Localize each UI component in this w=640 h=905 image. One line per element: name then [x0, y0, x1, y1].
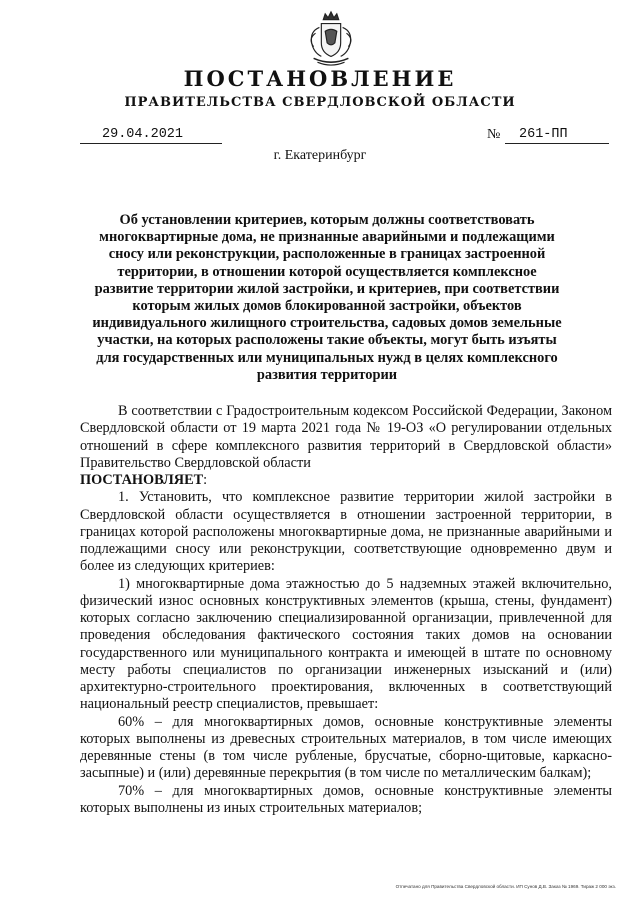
resolve-word: ПОСТАНОВЛЯЕТ: [80, 472, 204, 488]
document-body: [80, 403, 612, 817]
coat-of-arms-icon: [302, 10, 360, 68]
document-date: 29.04.2021: [80, 127, 222, 144]
resolve-line: [80, 472, 612, 489]
number-value: 261-ПП: [505, 127, 609, 144]
paragraph-3: 60% – для многоквартирных домов, основные конструктивные элементы которых выполнены из древесных строительных материалов, в том числе имеющих деревянные стены (в том числе рубленые, брусчатые, сборно-щитовые, каркасно-засыпные) и (или) деревянные перекрытия (в том числе по металлическим балкам);: [80, 713, 612, 782]
document-title: Об установлении критериев, которым должны соответствовать многоквартирные дома, не признанные аварийными и подлежащими сносу или реконструкции, расположенные в границах застроенной территории, в отношении которой осуществляется комплексное развитие территории жилой застройки, и критериев, при соответствии которым жилых домов блокированной застройки, объектов индивидуального жилищного строительства, садовых домов земельные участки, на которых расположены такие объекты, могут быть изъяты для государственных или муниципальных нужд в целях комплексного развития территории: [92, 212, 562, 383]
issuer-heading: ПРАВИТЕЛЬСТВА СВЕРДЛОВСКОЙ ОБЛАСТИ: [124, 95, 516, 110]
paragraph-2: 1) многоквартирные дома этажностью до 5 надземных этажей включительно, физический износ основных конструктивных элементов (крыша, стены, фундамент) которых согласно заключению специализированной организации, привлеченной для проведения обследования фактического состояния таких домов на основании государственного или муниципального контракта и имеющей в штате по основному месту работы специалистов по организации инженерных изысканий и (или) архитектурно-строительного проектирования, включенных в соответствующий национальный реестр специалистов, превышает:: [80, 575, 612, 713]
city: г. Екатеринбург: [273, 148, 367, 163]
document-kind-heading: ПОСТАНОВЛЕНИЕ: [183, 66, 457, 91]
resolve-colon: :: [203, 472, 208, 488]
paragraph-1: 1. Установить, что комплексное развитие территории жилой застройки в Свердловской области осуществляется в отношении застроенной территории, в границах которой расположены многоквартирные дома, не признанные аварийными и подлежащими сносу или реконструкции, соответствующие одновременно двум и более из следующих критериев:: [80, 489, 612, 575]
paragraph-4: 70% – для многоквартирных домов, основные конструктивные элементы которых выполнены из иных строительных материалов;: [80, 782, 612, 816]
preamble-paragraph: В соответствии с Градостроительным кодексом Российской Федерации, Законом Свердловской области от 19 марта 2021 года № 19-ОЗ «О регулировании отдельных отношений в сфере комплексного развития территорий в Свердловской области» Правительство Свердловской области: [80, 403, 612, 471]
print-footer: Отпечатано для Правительства Свердловской области. ИП Сунов Д.В. Заказ № 1969. Тираж 2 000 экз.: [395, 884, 616, 889]
number-sign: №: [487, 127, 501, 142]
